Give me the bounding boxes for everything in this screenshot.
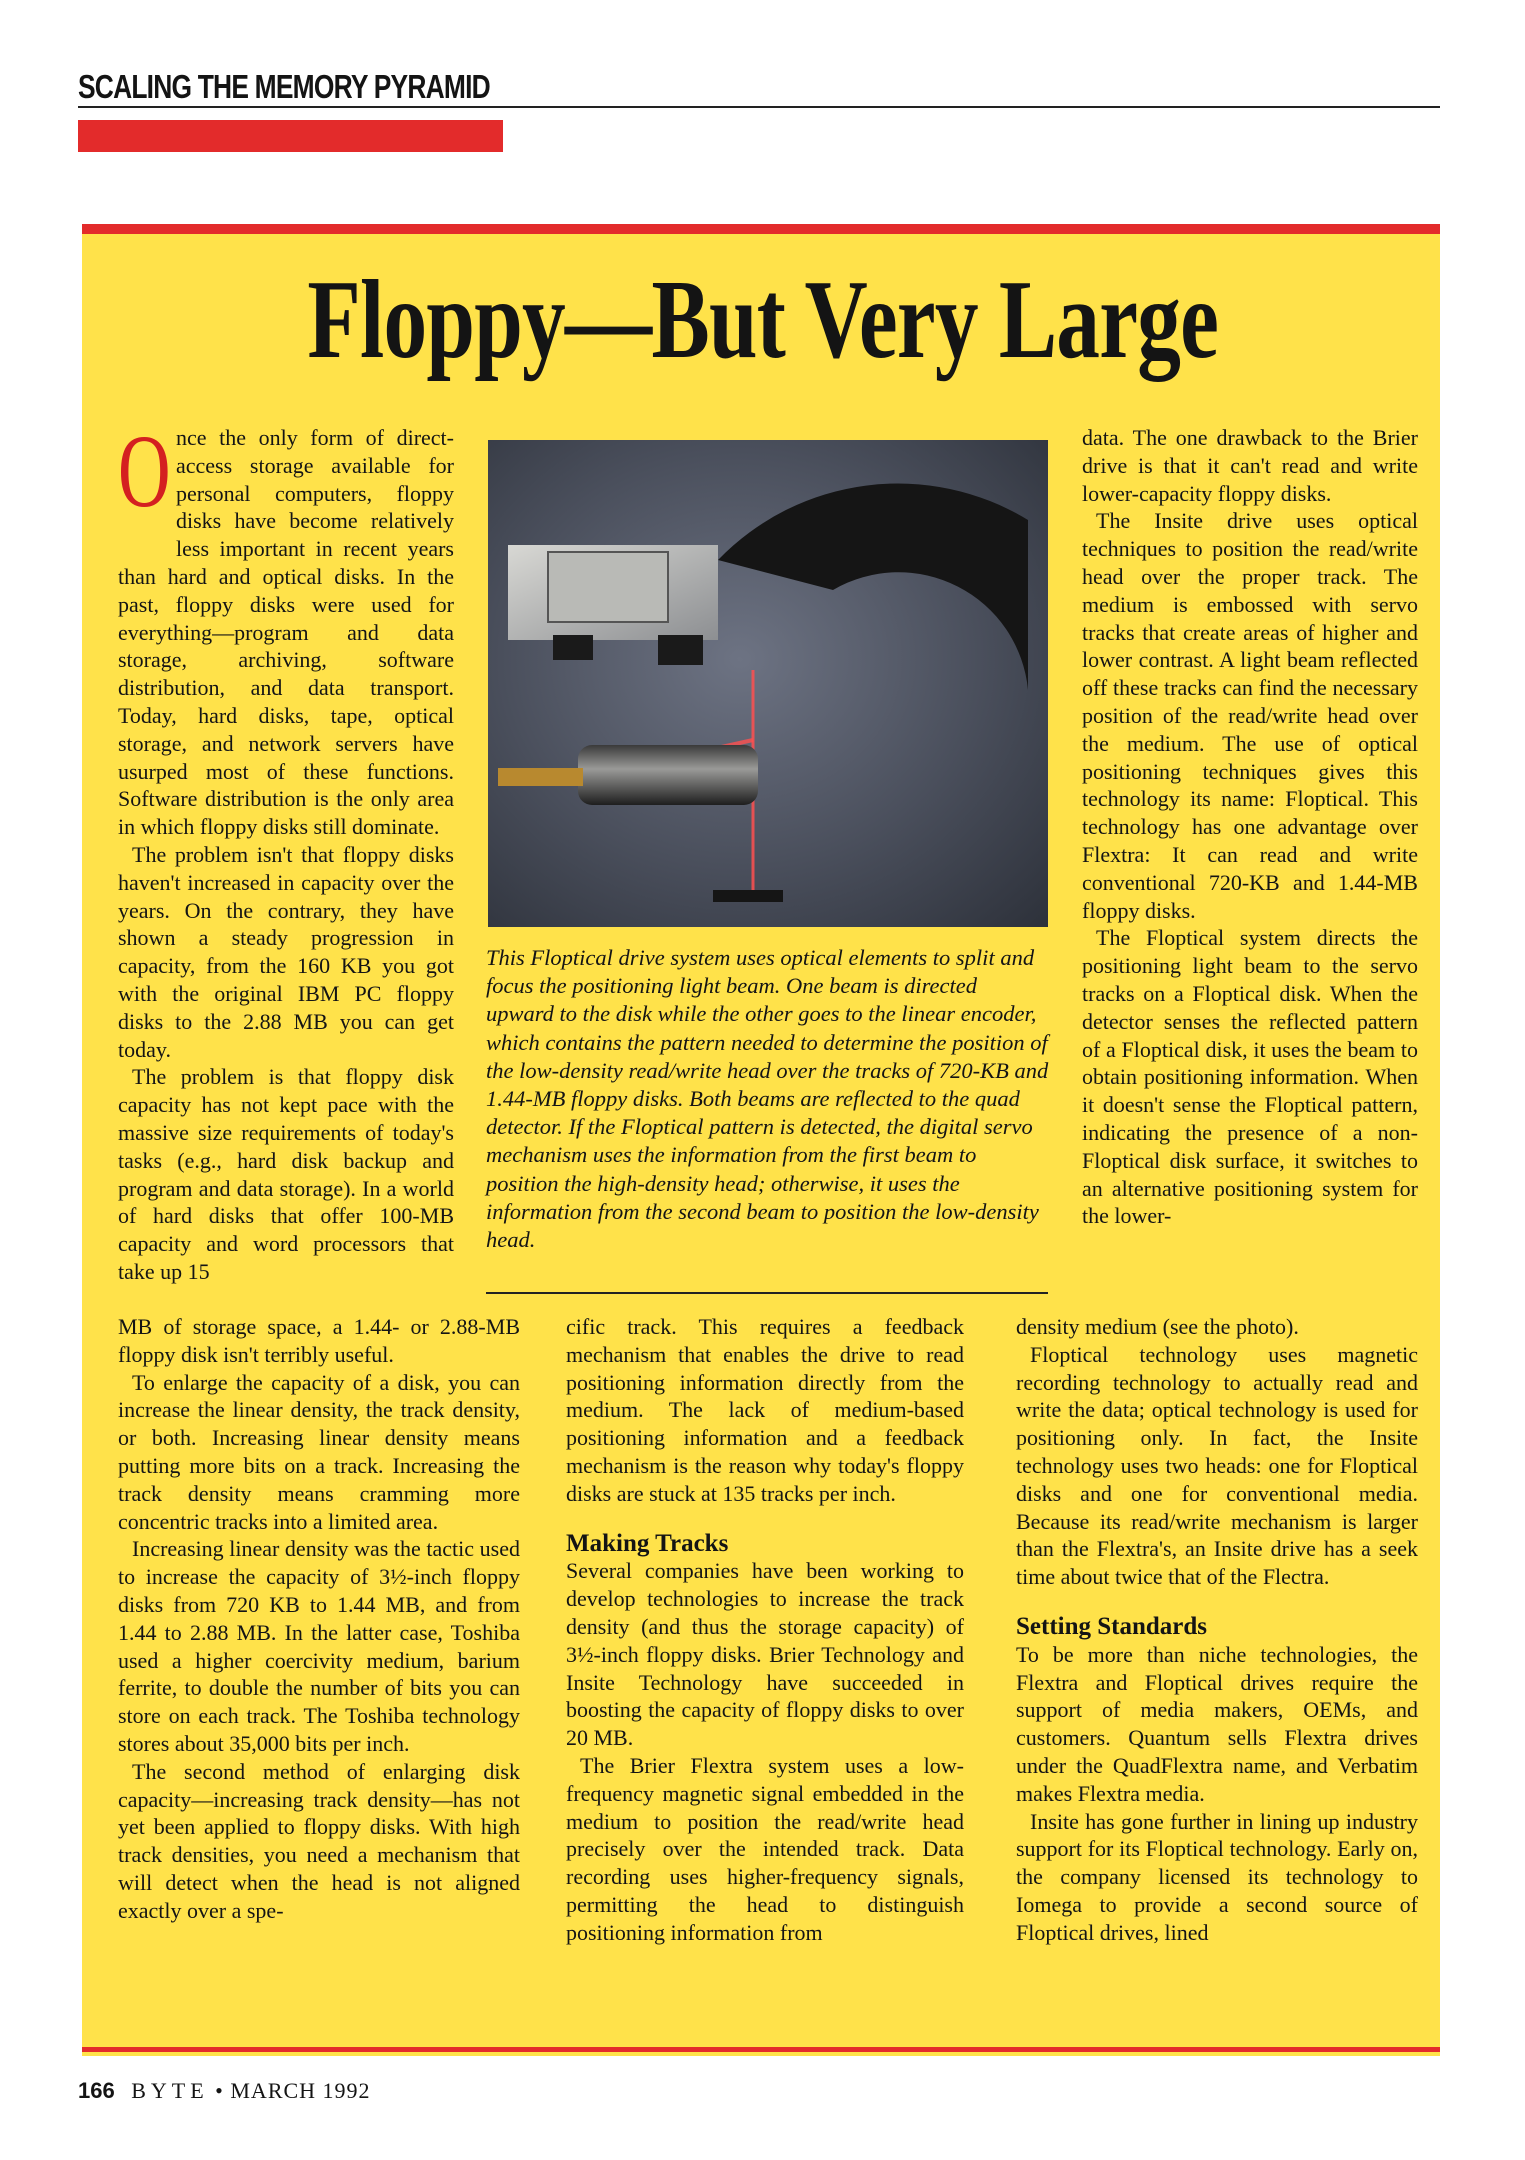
paragraph: Increasing linear density was the tactic used to increase the capacity of 3½-inch floppy disks from 720 KB to 1.44 MB, and from 1.44 to 2.88 MB. In the latter case, Toshiba used a higher coercivity medium, barium ferrite, to double the number of bits you can store on each track. The Toshiba technology stores about 35,000 bits per inch. [118, 1536, 520, 1756]
article-title-text: Floppy—But Very Large [307, 257, 1218, 382]
paragraph: The Floptical system directs the positioning light beam to the servo tracks on a Floptical disk. When the detector senses the reflected pattern of a Floptical disk, it uses the beam to obtain positioning information. When it doesn't sense the Floptical pattern, indicating the presence of a non-Floptical disk surface, it switches to an alternative positioning system for the lower- [1082, 925, 1418, 1229]
page-number: 166 [78, 2078, 115, 2103]
paragraph: cific track. This requires a feedback mechanism that enables the drive to read positioning information directly from the medium. The lack of medium-based positioning information and a feedback mechanism is the reason why today's floppy disks are stuck at 135 tracks per inch. [566, 1314, 964, 1506]
paragraph-text: nce the only form of direct-access storage available for personal computers, floppy disks have become relatively less important in recent years than hard and optical disks. In the past, floppy disks were used for everything—program and data storage, archiving, software distribution, and data transport. Today, hard disks, tape, optical storage, and network servers have usurped most of these functions. Software distribution is the only area in which floppy disks still dominate. [118, 425, 454, 840]
page-footer [78, 2078, 371, 2104]
quad-detector [713, 890, 783, 902]
disk-arc [718, 484, 1028, 690]
ribbon-cable [498, 768, 583, 786]
optical-assembly [578, 745, 758, 805]
header-rule [78, 106, 1440, 108]
paragraph: To be more than niche technologies, the Flextra and Floptical drives require the support of media makers, OEMs, and customers. Quantum sells Flextra drives under the QuadFlextra name, and Verbatim makes Flextra media. [1016, 1641, 1418, 1806]
paragraph: The Insite drive uses optical techniques to position the read/write head over the proper track. The medium is embossed with servo tracks that create areas of higher and lower contrast. A light beam reflected off these tracks can find the necessary position of the read/write head over the medium. The use of optical positioning techniques gives this technology its name: Floptical. This technology has one advantage over Flextra: It can read and write conventional 720-KB and 1.44-MB floppy disks. [1082, 508, 1418, 923]
paragraph: data. The one drawback to the Brier drive is that it can't read and write lower-capacity floppy disks. [1082, 425, 1418, 506]
drop-cap: O [118, 414, 171, 529]
paragraph: The Brier Flextra system uses a low-frequency magnetic signal embedded in the medium to position the read/write head precisely over the intended track. Data recording uses higher-frequency signals, permitting the head to distinguish positioning information from [566, 1752, 964, 1945]
floptical-drive-photo [488, 440, 1048, 927]
column-1-bottom [118, 1313, 520, 1925]
section-header: SCALING THE MEMORY PYRAMID [78, 68, 490, 105]
paragraph: Several companies have been working to develop technologies to increase the track density (and thus the storage capacity) of 3½-inch floppy disks. Brier Technology and Insite Technology have succeeded in boosting the capacity of floppy disks to over 20 MB. [566, 1558, 964, 1751]
paragraph [118, 414, 454, 841]
paragraph: The problem isn't that floppy disks haven't increased in capacity over the years. On the contrary, they have shown a steady progression in capacity, from the 160 KB you got with the original IBM PC floppy disks to the 2.88 MB you can get today. [118, 841, 454, 1062]
photo-caption: This Floptical drive system uses optical elements to split and focus the positioning light beam. One beam is directed upward to the disk while the other goes to the linear encoder, which contains the pattern needed to determine the position of the low-density read/write head over the tracks of 720-KB and 1.44-MB floppy disks. Both beams are reflected to the quad detector. If the Floptical pattern is detected, the digital servo mechanism uses the information from the first beam to position the high-density head; otherwise, it uses the information from the second beam to position the low-density head. [486, 945, 1049, 1253]
bottom-rule [82, 2047, 1440, 2052]
header-red-bar [78, 120, 503, 152]
paragraph: The second method of enlarging disk capacity—increasing track density—has not yet been applied to floppy disks. With high track densities, you need a mechanism that will detect when the head is not aligned exactly over a spe- [118, 1758, 520, 1923]
paragraph: To enlarge the capacity of a disk, you can increase the linear density, the track density, or both. Increasing linear density means putting more bits on a track. Increasing the track density means cramming more concentric tracks into a limited area. [118, 1369, 520, 1534]
column-1-top [118, 414, 454, 1286]
caption-rule [486, 1292, 1048, 1294]
column-2 [566, 1313, 964, 1947]
paragraph: density medium (see the photo). [1016, 1314, 1299, 1339]
footer-separator: • [215, 2078, 224, 2103]
paragraph: MB of storage space, a 1.44- or 2.88-MB floppy disk isn't terribly useful. [118, 1314, 520, 1367]
paragraph: Floptical technology uses magnetic recording technology to actually read and write the data; optical technology is used for positioning only. In fact, the Insite technology uses two heads: one for Floptical disks and one for conventional media. Because its read/write mechanism is larger than the Flextra's, an Insite drive has a seek time about twice that of the Flectra. [1016, 1341, 1418, 1590]
photo-illustration [488, 440, 1048, 927]
article-title [0, 250, 1525, 390]
paragraph: Insite has gone further in lining up industry support for its Floptical technology. Early on, the company licensed its technology to Iomega to provide a second source of Floptical drives, lined [1016, 1808, 1418, 1945]
column-3-bottom [1016, 1313, 1418, 1947]
magazine-name: BYTE [131, 2078, 209, 2103]
issue-date: MARCH 1992 [230, 2078, 371, 2103]
subhead-making-tracks: Making Tracks [566, 1529, 729, 1557]
paragraph: The problem is that floppy disk capacity has not kept pace with the massive size requirements of today's tasks (e.g., hard disk backup and program and data storage). In a world of hard disks that offer 100-MB capacity and word processors that take up 15 [118, 1064, 454, 1284]
column-3-top [1082, 424, 1418, 1230]
subhead-setting-standards: Setting Standards [1016, 1612, 1208, 1640]
